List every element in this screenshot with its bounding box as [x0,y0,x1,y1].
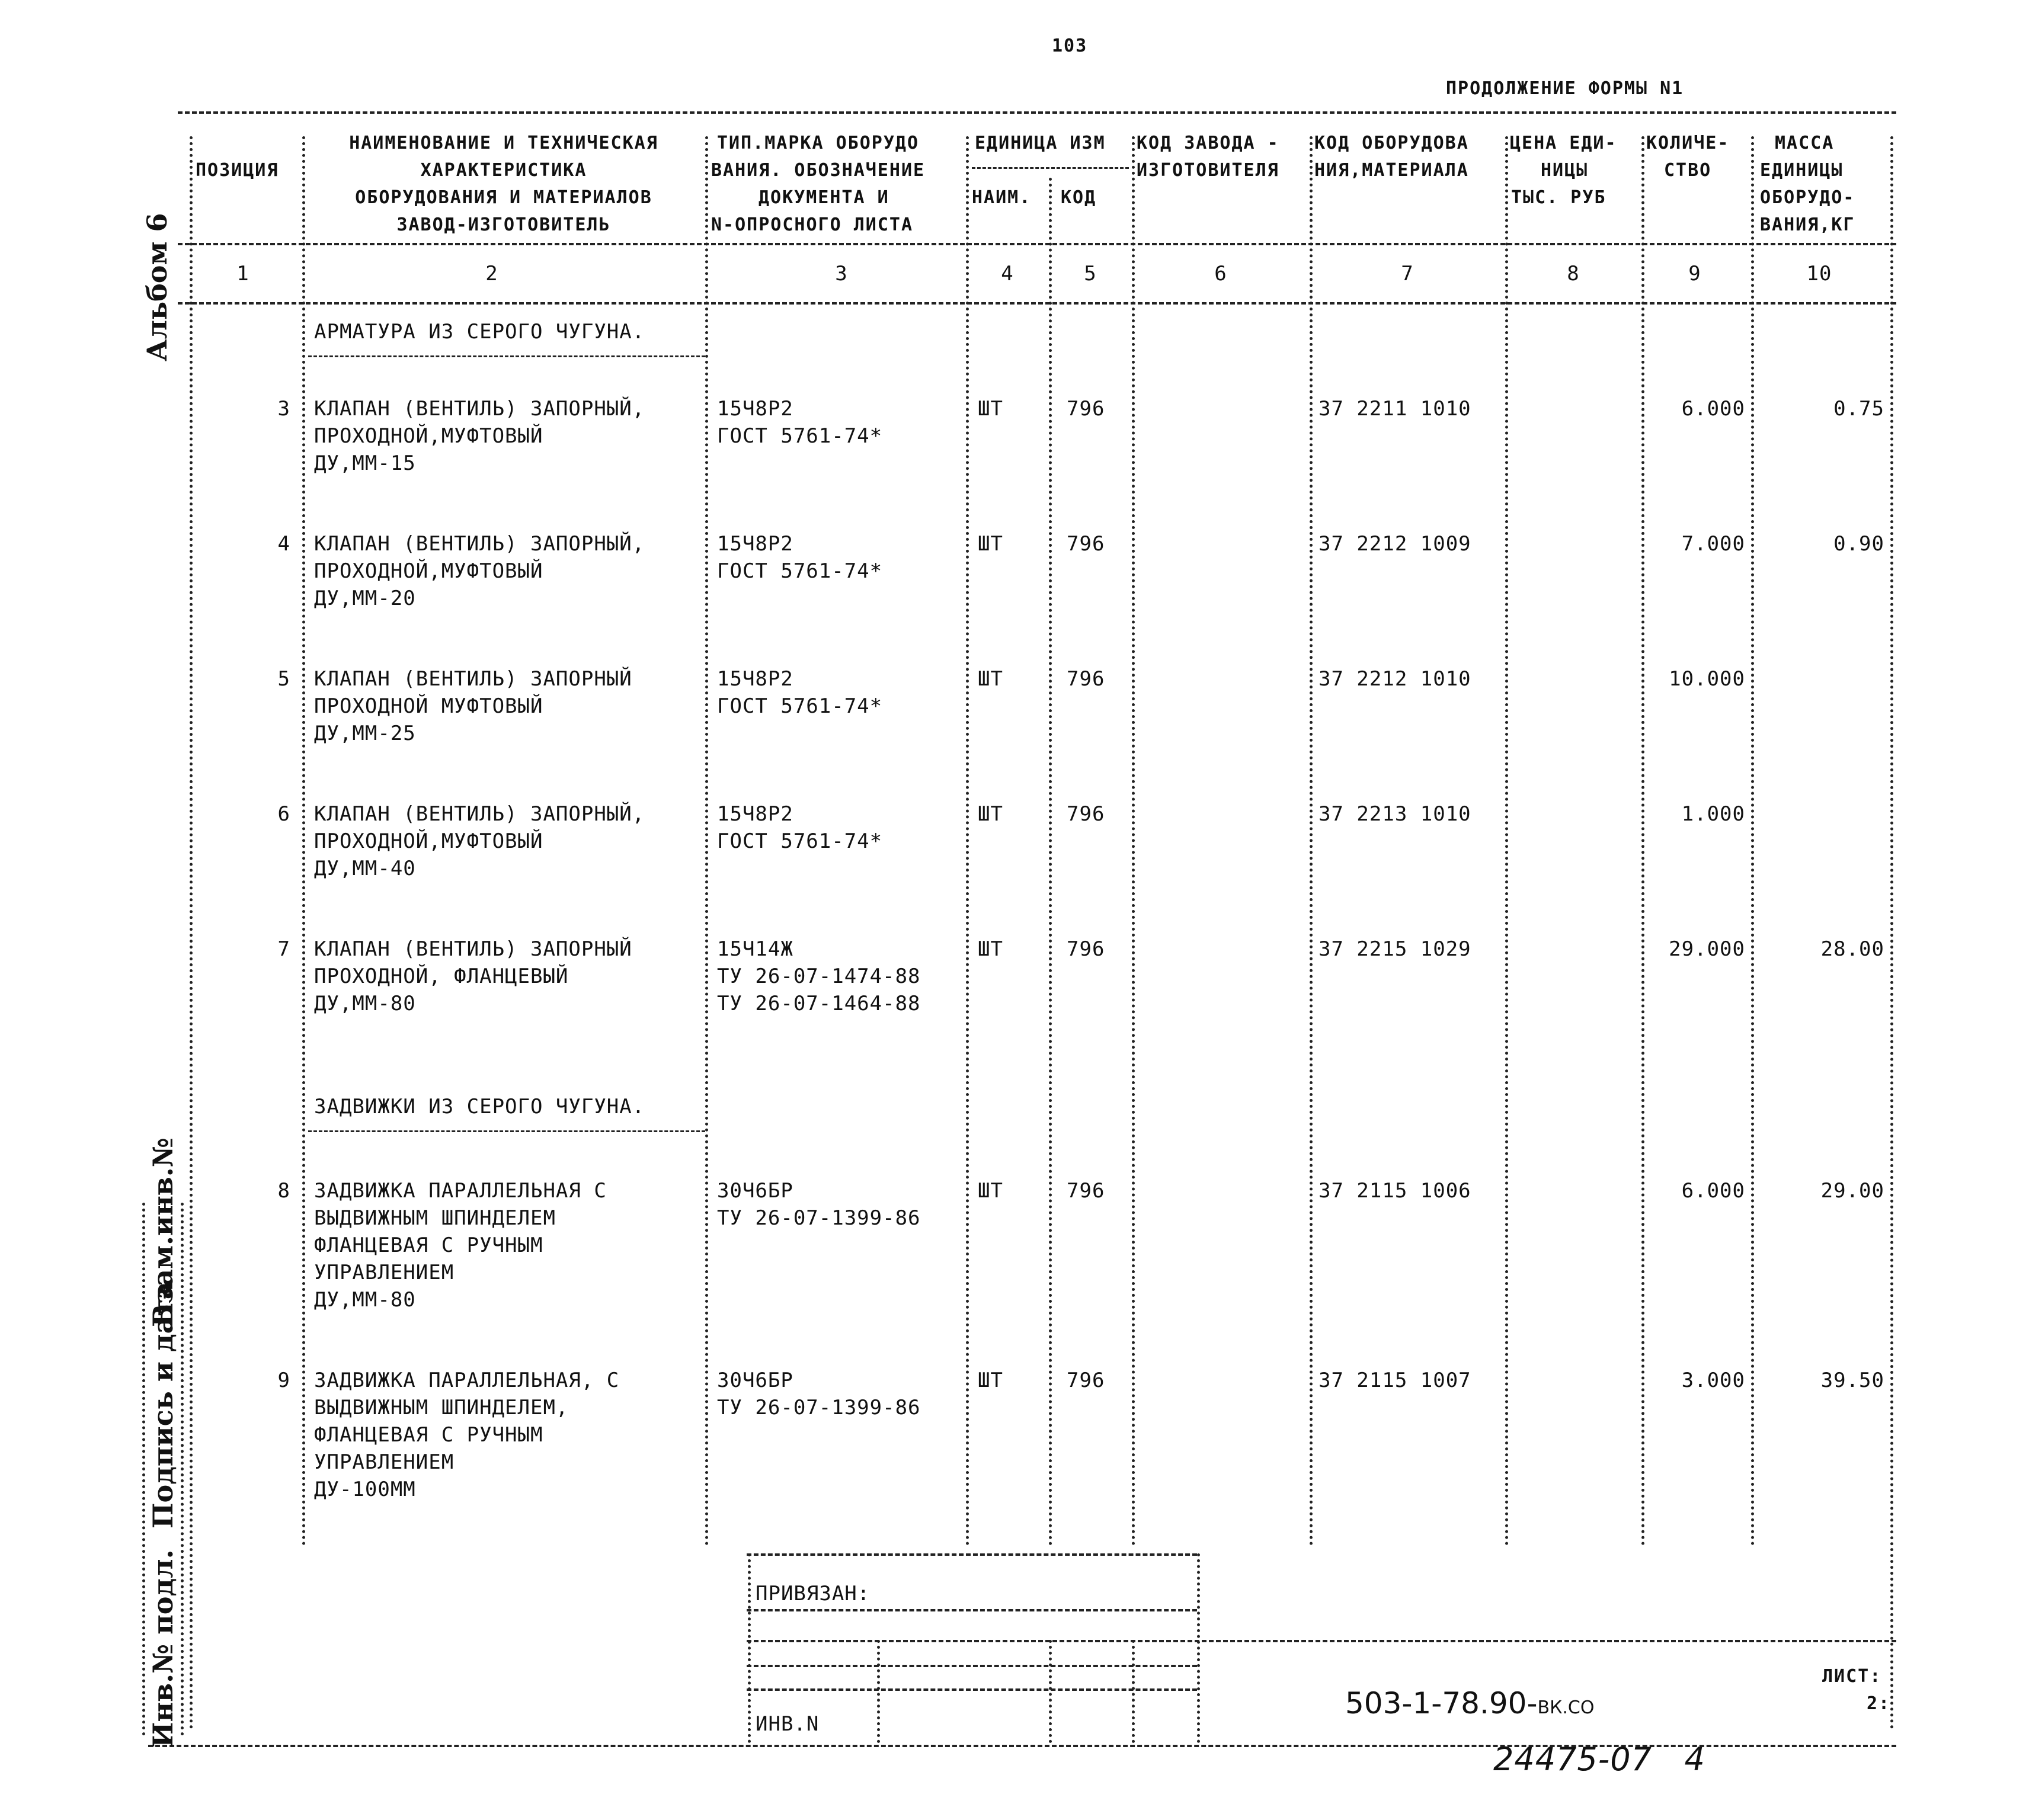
row-mass: 39.50 [1820,1369,1884,1392]
stamp-privyazan: ПРИВЯЗАН: [756,1582,871,1606]
row-unit-code: 796 [1067,397,1105,421]
col-line-3 [966,136,969,1546]
header-name-2: ХАРАКТЕРИСТИКА [420,160,587,181]
margin-line-1 [142,1203,145,1736]
section-underline-1 [308,355,705,357]
row-unit: ШТ [978,1369,1003,1392]
row-position: 5 [277,667,290,691]
col-line-0 [190,136,193,1730]
row-unit: ШТ [978,1179,1003,1203]
stamp-line-left [748,1553,751,1743]
row-unit-code: 796 [1067,802,1105,826]
row-unit-code: 796 [1067,667,1105,691]
row-name-line: ПРОХОДНОЙ,МУФТОВЫЙ [314,829,543,853]
col-line-1 [302,136,305,1546]
header-name-3: ОБОРУДОВАНИЯ И МАТЕРИАЛОВ [355,187,652,208]
row-doc: ГОСТ 5761-74* [717,829,883,853]
row-position: 6 [277,802,290,826]
header-qty-1: КОЛИЧЕ- [1646,133,1730,153]
row-name-line: ЗАДВИЖКА ПАРАЛЛЕЛЬНАЯ, С [314,1369,620,1392]
rule-stamp-2 [747,1640,1896,1642]
row-material-code: 37 2213 1010 [1318,802,1471,826]
stamp-line-c [1132,1640,1135,1743]
header-plant-2: ИЗГОТОВИТЕЛЯ [1137,160,1279,181]
row-type: 15Ч8Р2 [717,397,793,421]
signature-date-label: Подпись и дата [147,1281,179,1529]
col-line-7 [1505,136,1508,1546]
row-unit: ШТ [978,802,1003,826]
page-number: 103 [1052,36,1088,56]
row-unit: ШТ [978,667,1003,691]
row-doc: ТУ 26-07-1474-88 [717,965,921,988]
row-name-line: ДУ,ММ-40 [314,857,416,880]
stamp-line-a [877,1640,880,1743]
row-position: 3 [277,397,290,421]
row-material-code: 37 2115 1007 [1318,1369,1471,1392]
row-material-code: 37 2115 1006 [1318,1179,1471,1203]
row-position: 4 [277,532,290,556]
row-type: 15Ч8Р2 [717,532,793,556]
row-name-line: КЛАПАН (ВЕНТИЛЬ) ЗАПОРНЫЙ, [314,532,645,556]
col-num-5: 5 [1084,262,1097,286]
row-doc: ТУ 26-07-1399-86 [717,1396,921,1420]
rule-top [178,111,1896,114]
row-type: 15Ч8Р2 [717,802,793,826]
row-name-line: ДУ,ММ-80 [314,1288,416,1312]
document-code-main: 503-1-78.90- [1345,1686,1538,1720]
row-name-line: ДУ,ММ-20 [314,587,416,610]
row-name-line: КЛАПАН (ВЕНТИЛЬ) ЗАПОРНЫЙ [314,937,632,961]
row-mass: 0.90 [1833,532,1884,556]
header-position: ПОЗИЦИЯ [196,160,279,181]
stamp-inv-number: ИНВ.N [756,1712,820,1736]
row-doc: ТУ 26-07-1464-88 [717,992,921,1015]
row-name-line: ДУ-100ММ [314,1478,416,1501]
album-label: Альбом 6 [141,213,173,361]
row-quantity: 29.000 [1669,937,1745,961]
rule-stamp-3 [747,1665,1197,1667]
row-name-line: ДУ,ММ-25 [314,722,416,745]
header-qty-2: СТВО [1664,160,1712,181]
row-name-line: ПРОХОДНОЙ, ФЛАНЦЕВЫЙ [314,965,569,988]
header-type-1: ТИП.МАРКА ОБОРУДО [717,133,920,153]
header-mass-1: МАССА [1775,133,1835,153]
row-mass: 28.00 [1820,937,1884,961]
row-position: 8 [277,1179,290,1203]
document-code [1345,1686,1595,1720]
row-name-line: КЛАПАН (ВЕНТИЛЬ) ЗАПОРНЫЙ, [314,397,645,421]
col-num-10: 10 [1806,262,1832,286]
col-line-4 [1049,178,1052,1546]
section-heading-1: АРМАТУРА ИЗ СЕРОГО ЧУГУНА. [314,320,645,344]
row-unit-code: 796 [1067,1369,1105,1392]
row-type: 30Ч6БР [717,1179,793,1203]
row-name-line: ВЫДВИЖНЫМ ШПИНДЕЛЕМ, [314,1396,569,1420]
inv-original-label: Инв.№ подл. [147,1549,179,1748]
row-type: 30Ч6БР [717,1369,793,1392]
row-unit: ШТ [978,937,1003,961]
handwritten-number: 24475-07 4 [1493,1741,1705,1778]
header-mass-4: ВАНИЯ,КГ [1760,214,1855,235]
rule-stamp-1 [747,1609,1197,1611]
header-name-1: НАИМЕНОВАНИЕ И ТЕХНИЧЕСКАЯ [349,133,658,153]
sheet-label: ЛИСТ: [1822,1666,1882,1687]
row-quantity: 6.000 [1681,1179,1745,1203]
col-line-6 [1310,136,1313,1546]
col-num-1: 1 [236,262,249,286]
header-unit-rule [972,167,1129,169]
row-unit: ШТ [978,532,1003,556]
col-line-10 [1890,136,1893,1730]
header-unit-code: КОД [1061,187,1097,208]
row-position: 7 [277,937,290,961]
header-type-2: ВАНИЯ. ОБОЗНАЧЕНИЕ [711,160,926,181]
row-quantity: 6.000 [1681,397,1745,421]
row-name-line: ПРОХОДНОЙ,МУФТОВЫЙ [314,559,543,583]
row-doc: ГОСТ 5761-74* [717,694,883,718]
replacement-inv-label: Взам.инв.№ [147,1138,179,1327]
rule-numbers-bottom [178,302,1896,305]
header-type-4: N-ОПРОСНОГО ЛИСТА [711,214,914,235]
col-line-5 [1132,136,1135,1546]
margin-line-2 [181,1203,184,1736]
row-name-line: УПРАВЛЕНИЕМ [314,1450,455,1474]
header-mat-1: КОД ОБОРУДОВА [1314,133,1469,153]
header-mass-2: ЕДИНИЦЫ [1760,160,1844,181]
rule-stamp-top [747,1553,1197,1556]
row-doc: ГОСТ 5761-74* [717,424,883,448]
header-plant-1: КОД ЗАВОДА - [1137,133,1279,153]
sheet-number: 2: [1867,1693,1891,1714]
col-num-9: 9 [1688,262,1701,286]
row-quantity: 7.000 [1681,532,1745,556]
row-quantity: 10.000 [1669,667,1745,691]
stamp-line-b [1049,1640,1052,1743]
row-unit-code: 796 [1067,532,1105,556]
row-unit: ШТ [978,397,1003,421]
row-type: 15Ч14Ж [717,937,793,961]
col-line-8 [1641,136,1644,1546]
col-num-2: 2 [485,262,498,286]
header-price-2: НИЦЫ [1541,160,1589,181]
row-name-line: УПРАВЛЕНИЕМ [314,1261,455,1284]
row-name-line: ПРОХОДНОЙ,МУФТОВЫЙ [314,424,543,448]
row-quantity: 1.000 [1681,802,1745,826]
col-num-6: 6 [1214,262,1227,286]
col-line-9 [1751,136,1754,1546]
row-name-line: ФЛАНЦЕВАЯ С РУЧНЫМ [314,1423,543,1447]
row-doc: ГОСТ 5761-74* [717,559,883,583]
row-name-line: ФЛАНЦЕВАЯ С РУЧНЫМ [314,1233,543,1257]
row-quantity: 3.000 [1681,1369,1745,1392]
row-name-line: КЛАПАН (ВЕНТИЛЬ) ЗАПОРНЫЙ [314,667,632,691]
row-material-code: 37 2215 1029 [1318,937,1471,961]
row-material-code: 37 2211 1010 [1318,397,1471,421]
header-price-3: ТЫС. РУБ [1511,187,1606,208]
header-type-3: ДОКУМЕНТА И [759,187,889,208]
row-position: 9 [277,1369,290,1392]
form-title: ПРОДОЛЖЕНИЕ ФОРМЫ N1 [1446,78,1684,99]
row-name-line: ПРОХОДНОЙ МУФТОВЫЙ [314,694,543,718]
row-mass: 29.00 [1820,1179,1884,1203]
rule-stamp-4 [747,1688,1197,1691]
header-mat-2: НИЯ,МАТЕРИАЛА [1314,160,1469,181]
row-material-code: 37 2212 1010 [1318,667,1471,691]
stamp-line-right [1197,1553,1200,1743]
header-unit-name: НАИМ. [972,187,1032,208]
col-num-4: 4 [1001,262,1014,286]
col-num-3: 3 [835,262,848,286]
header-mass-3: ОБОРУДО- [1760,187,1855,208]
row-mass: 0.75 [1833,397,1884,421]
header-price-1: ЦЕНА ЕДИ- [1510,133,1617,153]
row-type: 15Ч8Р2 [717,667,793,691]
section-underline-2 [308,1130,705,1132]
col-num-8: 8 [1567,262,1580,286]
row-name-line: ДУ,ММ-15 [314,451,416,475]
row-material-code: 37 2212 1009 [1318,532,1471,556]
rule-header-bottom [178,243,1896,245]
row-name-line: ЗАДВИЖКА ПАРАЛЛЕЛЬНАЯ С [314,1179,607,1203]
section-heading-2: ЗАДВИЖКИ ИЗ СЕРОГО ЧУГУНА. [314,1095,645,1119]
document-code-suffix: ВК.СО [1537,1697,1595,1718]
row-unit-code: 796 [1067,937,1105,961]
row-name-line: ВЫДВИЖНЫМ ШПИНДЕЛЕМ [314,1206,556,1230]
col-num-7: 7 [1401,262,1414,286]
col-line-2 [705,136,708,1546]
row-unit-code: 796 [1067,1179,1105,1203]
row-name-line: КЛАПАН (ВЕНТИЛЬ) ЗАПОРНЫЙ, [314,802,645,826]
header-name-4: ЗАВОД-ИЗГОТОВИТЕЛЬ [396,214,611,235]
row-doc: ТУ 26-07-1399-86 [717,1206,921,1230]
header-unit: ЕДИНИЦА ИЗМ [975,133,1106,153]
row-name-line: ДУ,ММ-80 [314,992,416,1015]
